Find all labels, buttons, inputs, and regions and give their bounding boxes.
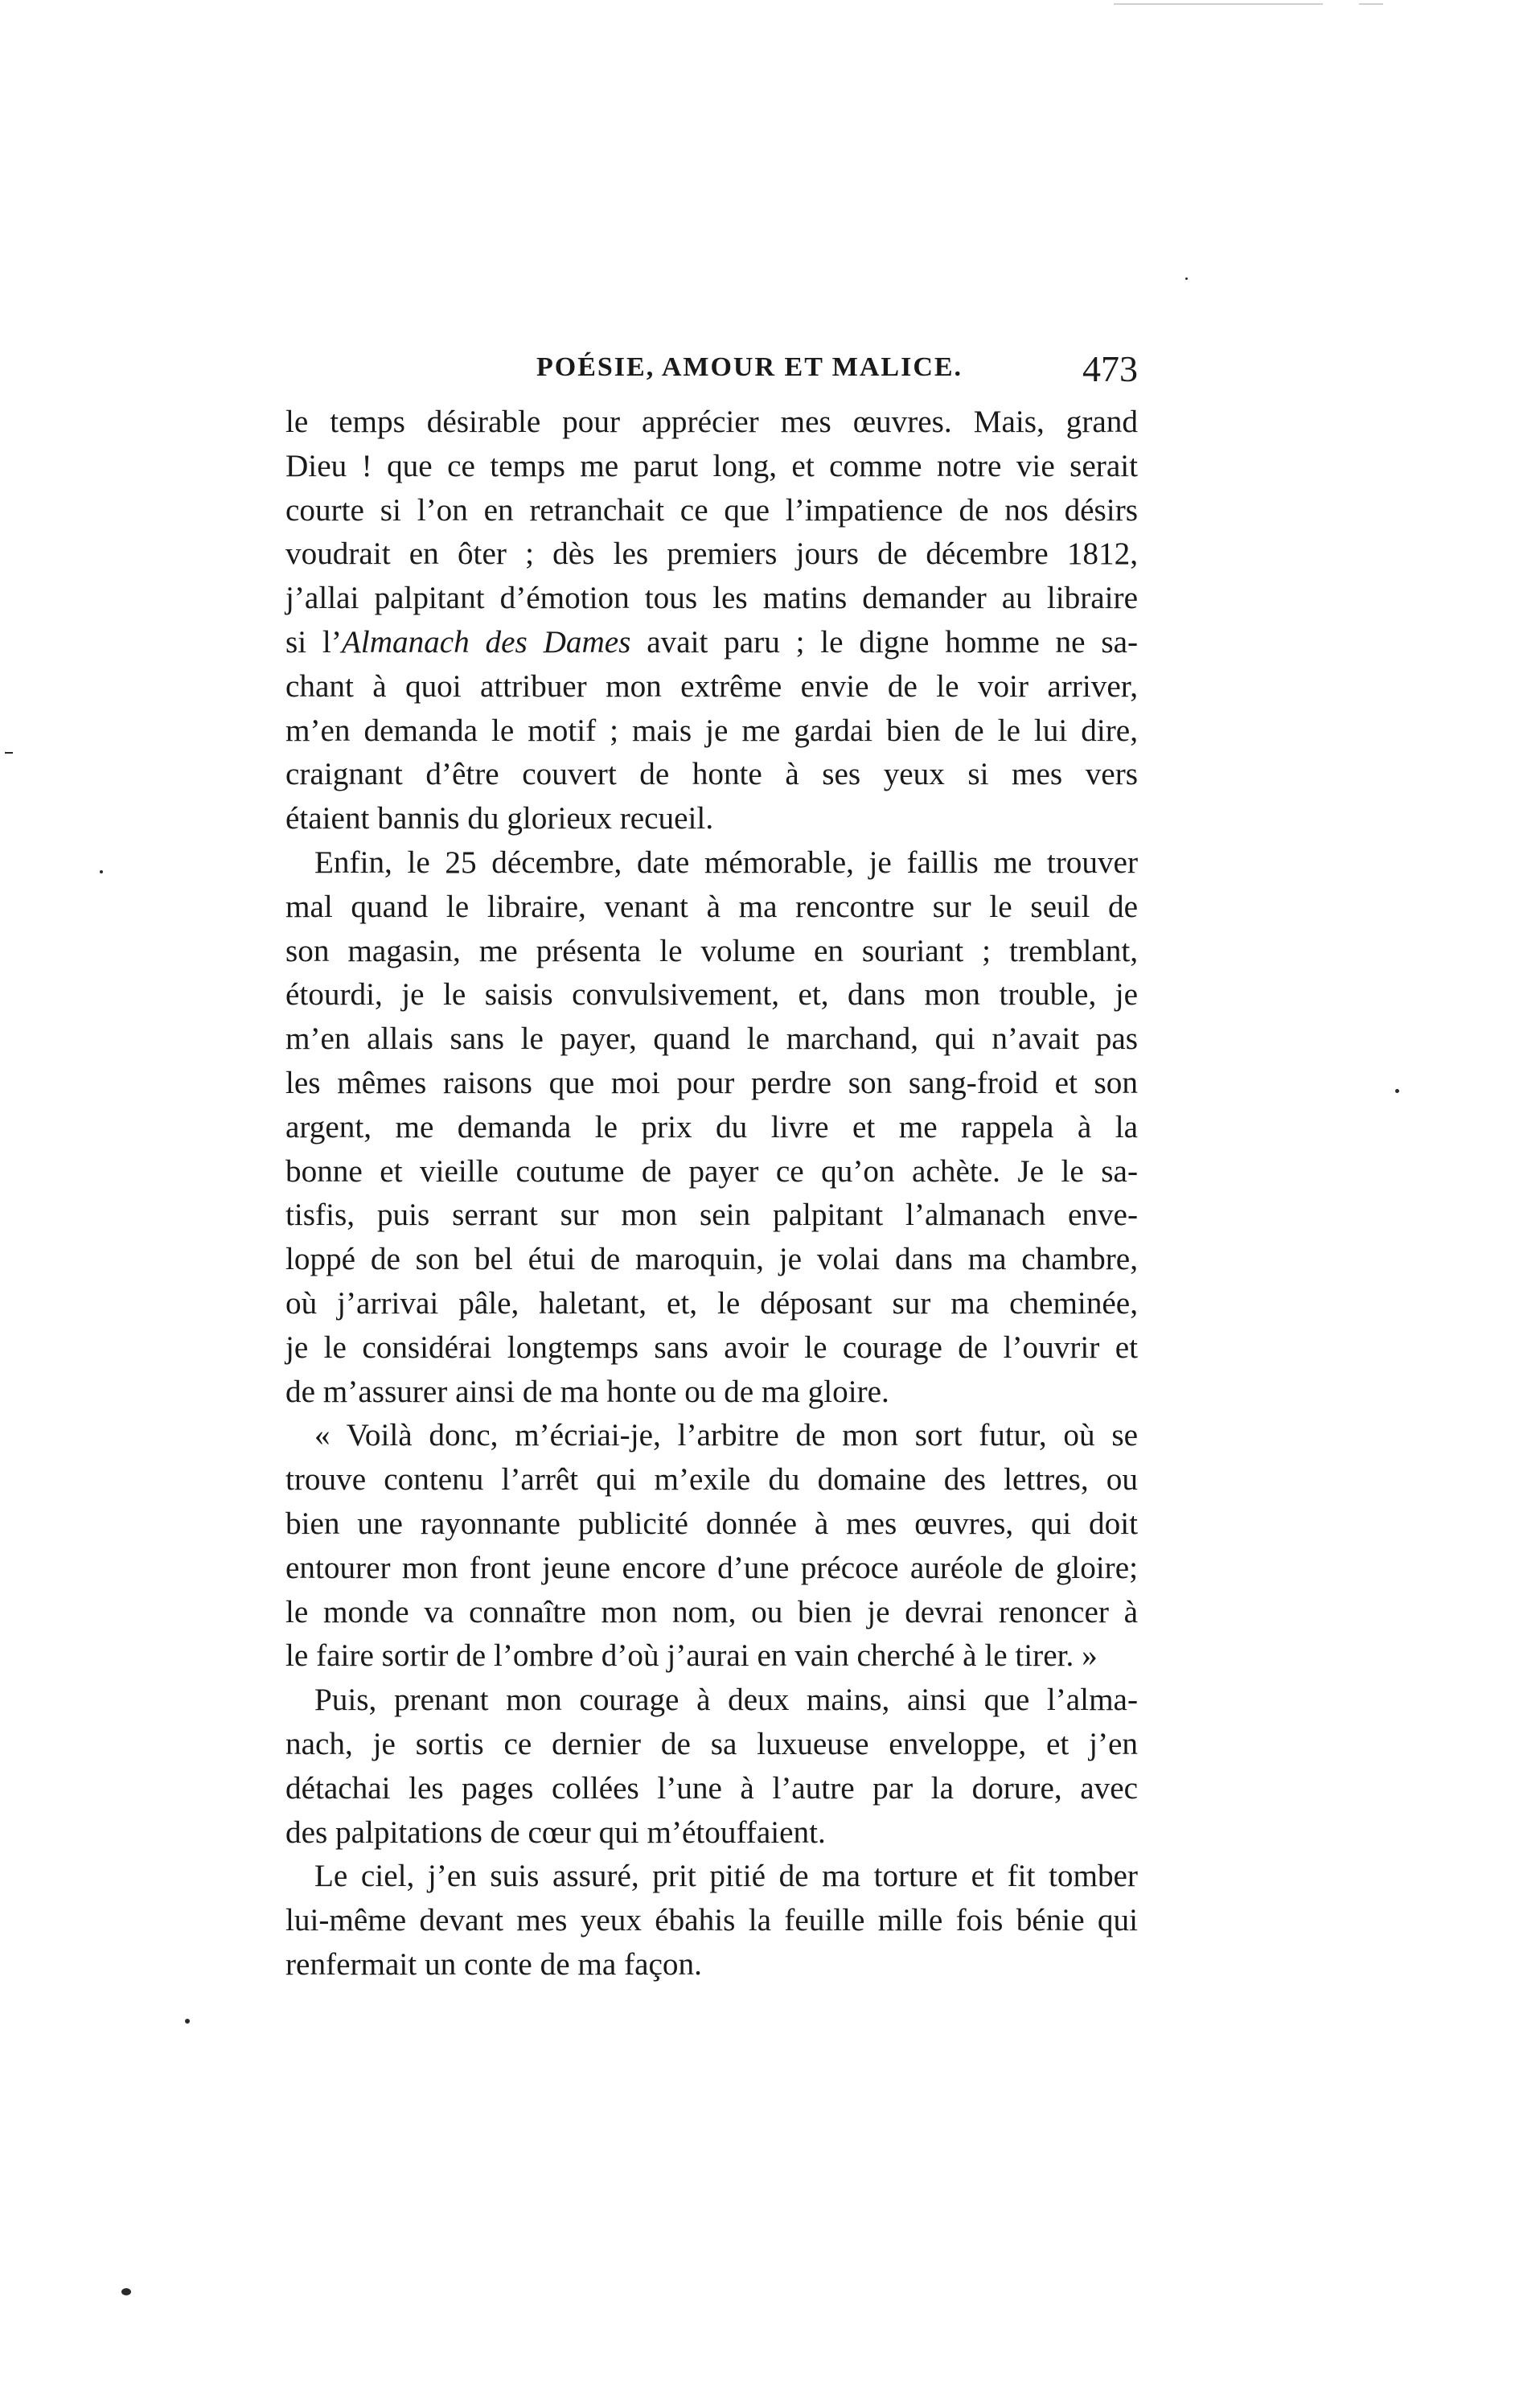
paragraph-4 — [285, 1679, 1138, 1855]
scan-edge-mark — [1359, 3, 1383, 5]
text-line: argent, me demanda le prix du livre et me rappela à la — [285, 1109, 1138, 1144]
scan-speck — [5, 752, 13, 754]
text-line: Le ciel, j’en suis assuré, prit pitié de ma torture et fit tomber — [314, 1859, 1138, 1894]
text-line: étaient bannis du glorieux recueil. — [285, 801, 714, 836]
text-line: bonne et vieille coutume de payer ce qu’on achète. Je le sa- — [285, 1153, 1138, 1189]
text-line: nach, je sortis ce dernier de sa luxueuse enveloppe, et j’en — [285, 1726, 1138, 1761]
text-line: Dieu ! que ce temps me parut long, et comme notre vie serait — [285, 448, 1138, 483]
scan-speck — [1185, 277, 1188, 280]
text-line: tisfis, puis serrant sur mon sein palpitant l’almanach enve- — [285, 1198, 1138, 1233]
scan-edge-mark — [1114, 3, 1323, 5]
text-line: loppé de son bel étui de maroquin, je volai dans ma chambre, — [285, 1242, 1138, 1277]
running-head — [285, 348, 1138, 401]
text-fragment: si l’ — [285, 624, 342, 660]
book-title: Almanach des Dames — [341, 624, 631, 660]
scan-speck — [100, 870, 103, 873]
text-line: le monde va connaître mon nom, ou bien je devrai renoncer à — [285, 1594, 1138, 1629]
running-title: POÉSIE, AMOUR ET MALICE. — [536, 352, 963, 382]
text-line — [285, 621, 1138, 665]
text-line: bien une rayonnante publicité donnée à mes œuvres, qui doit — [285, 1506, 1138, 1541]
scan-speck — [185, 2019, 190, 2024]
page-number: 473 — [1082, 348, 1138, 389]
text-line: renfermait un conte de ma façon. — [285, 1946, 702, 1982]
text-line: étourdi, je le saisis convulsivement, et, dans mon trouble, je — [285, 977, 1138, 1013]
text-line: des palpitations de cœur qui m’étouffaient. — [285, 1814, 826, 1850]
scan-speck — [1395, 1089, 1399, 1093]
text-body — [285, 401, 1138, 1987]
scan-speck — [121, 2288, 131, 2295]
text-line: je le considérai longtemps sans avoir le courage de l’ouvrir et — [285, 1329, 1138, 1365]
text-line: chant à quoi attribuer mon extrême envie de le voir arriver, — [285, 668, 1138, 704]
text-line: le temps désirable pour apprécier mes œuvres. Mais, grand — [285, 405, 1138, 439]
text-fragment: avait paru ; le digne homme ne sa- — [630, 624, 1139, 660]
text-line: lui-même devant mes yeux ébahis la feuille mille fois bénie qui — [285, 1903, 1138, 1938]
text-line: craignant d’être couvert de honte à ses yeux si mes vers — [285, 757, 1138, 792]
text-line: trouve contenu l’arrêt qui m’exile du domaine des lettres, ou — [285, 1462, 1138, 1498]
paragraph-2 — [285, 841, 1138, 1414]
text-line: son magasin, me présenta le volume en souriant ; tremblant, — [285, 933, 1138, 968]
text-line: courte si l’on en retranchait ce que l’impatience de nos désirs — [285, 492, 1138, 528]
text-line: « Voilà donc, m’écriai-je, l’arbitre de mon sort futur, où se — [314, 1418, 1138, 1453]
paragraph-5 — [285, 1855, 1138, 1987]
text-line: mal quand le libraire, venant à ma rencontre sur le seuil de — [285, 889, 1138, 924]
text-line: les mêmes raisons que moi pour perdre son sang-froid et son — [285, 1065, 1138, 1100]
text-line: où j’arrivai pâle, haletant, et, le déposant sur ma cheminée, — [285, 1285, 1138, 1321]
text-line: j’allai palpitant d’émotion tous les matins demander au libraire — [285, 581, 1138, 616]
text-line: entourer mon front jeune encore d’une précoce auréole de gloire; — [285, 1550, 1138, 1585]
text-line: le faire sortir de l’ombre d’où j’aurai en vain cherché à le tirer. » — [285, 1638, 1098, 1674]
text-line: détachai les pages collées l’une à l’autre par la dorure, avec — [285, 1770, 1138, 1806]
paragraph-3 — [285, 1414, 1138, 1679]
text-line: voudrait en ôter ; dès les premiers jours de décembre 1812, — [285, 536, 1138, 572]
text-line: de m’assurer ainsi de ma honte ou de ma gloire. — [285, 1374, 889, 1409]
paragraph-1 — [285, 401, 1138, 841]
text-line: Puis, prenant mon courage à deux mains, ainsi que l’alma- — [314, 1683, 1138, 1718]
text-line: m’en allais sans le payer, quand le marchand, qui n’avait pas — [285, 1021, 1138, 1057]
text-line: m’en demanda le motif ; mais je me gardai bien de le lui dire, — [285, 713, 1138, 748]
text-line: Enfin, le 25 décembre, date mémorable, je faillis me trouver — [314, 844, 1138, 880]
